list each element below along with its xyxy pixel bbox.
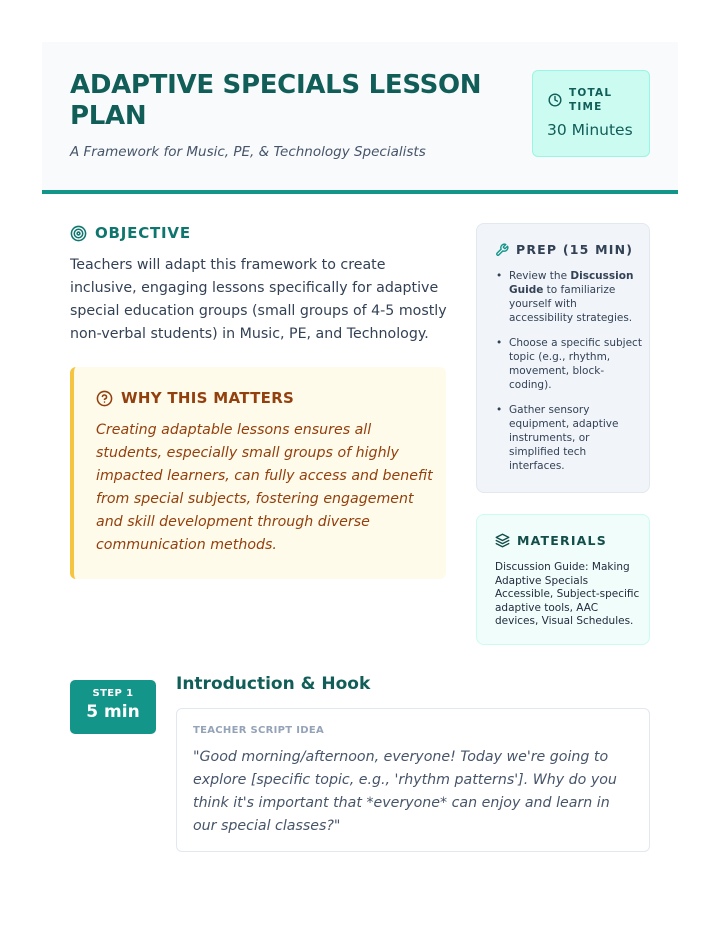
- prep-card: [476, 223, 650, 493]
- page-title: ADAPTIVE SPECIALS LESSON PLAN: [70, 70, 482, 131]
- step-badge: [70, 680, 156, 734]
- prep-item: • Gather sensory equipment, adaptive instruments, or simplified tech interfaces.: [495, 403, 643, 473]
- objective-heading-text: OBJECTIVE: [95, 224, 191, 242]
- prep-item: • Choose a specific subject topic (e.g., rhythm, movement, block-coding).: [495, 336, 643, 392]
- layers-icon: [495, 533, 510, 548]
- why-heading: [96, 389, 294, 407]
- wrench-icon: [495, 243, 509, 257]
- total-time-label: TOTAL TIME: [569, 87, 613, 113]
- objective-text: Teachers will adapt this framework to create inclusive, engaging lessons specifically for adaptive special education groups (small groups of 4-5 mostly non-verbal students) in Music, PE, and Technology.: [70, 257, 447, 342]
- why-this-matters-card: [70, 367, 446, 579]
- prep-heading-text: PREP (15 MIN): [516, 242, 634, 257]
- prep-heading: [495, 242, 633, 257]
- target-icon: [70, 225, 87, 242]
- page-subtitle: A Framework for Music, PE, & Technology Specialists: [70, 144, 426, 160]
- why-text: Creating adaptable lessons ensures all students, especially small groups of highly impacted learners, can fully access and benefit from special subjects, fostering engagement and skill development through diverse communication methods.: [96, 422, 433, 553]
- prep-list: [495, 269, 643, 484]
- header: [42, 42, 678, 194]
- script-text: "Good morning/afternoon, everyone! Today we're going to explore [specific topic, e.g., 'rhythm patterns']. Why do you think it's important that *everyone* can enjoy and learn in our special classes?": [193, 749, 617, 834]
- teacher-script-card: [176, 708, 650, 852]
- materials-heading-text: MATERIALS: [517, 533, 607, 548]
- lesson-plan-page: [42, 42, 678, 834]
- step-duration: 5 min: [86, 702, 140, 722]
- objective-heading: [70, 224, 191, 242]
- materials-card: [476, 514, 650, 645]
- materials-text: Discussion Guide: Making Adaptive Specials Accessible, Subject-specific adaptive tools, AAC devices, Visual Schedules.: [495, 561, 640, 627]
- script-label: TEACHER SCRIPT IDEA: [193, 725, 324, 736]
- materials-heading: [495, 533, 607, 548]
- step-title: Introduction & Hook: [176, 674, 371, 694]
- clock-icon: [548, 93, 562, 107]
- step-label: STEP 1: [92, 688, 134, 699]
- total-time-value: 30 Minutes: [547, 121, 633, 139]
- prep-item: • Review the Discussion Guide to familiarize yourself with accessibility strategies.: [495, 269, 643, 325]
- why-heading-text: WHY THIS MATTERS: [121, 389, 295, 407]
- question-circle-icon: [96, 390, 113, 407]
- total-time-card: [532, 70, 650, 157]
